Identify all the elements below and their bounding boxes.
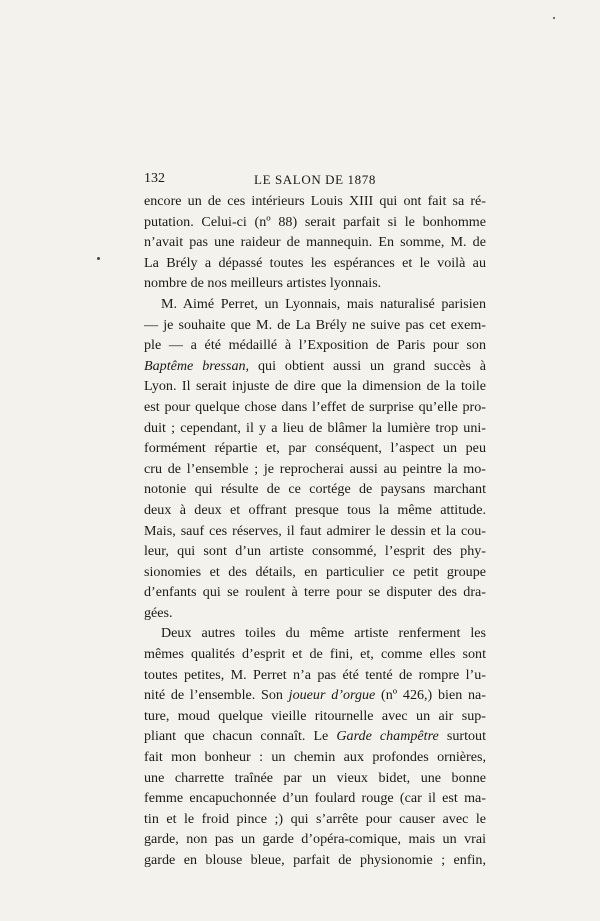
text-line xyxy=(144,623,486,644)
line-text: est pour quelque chose dans l’effet de surprise qu’elle pro- xyxy=(144,398,486,415)
text-line xyxy=(144,582,486,603)
text-line xyxy=(144,335,486,356)
text-line xyxy=(144,829,486,850)
text-line xyxy=(144,809,486,830)
text-line xyxy=(144,788,486,809)
line-text: deux à deux et offrant presque tous la même attitude. xyxy=(144,501,486,518)
line-text: Lyon. Il serait injuste de dire que la dimension de la toile xyxy=(144,378,486,395)
line-text: notonie qui résulte de ce cortége de paysans marchant xyxy=(144,481,486,498)
text-line xyxy=(144,706,486,727)
line-text: tin et le froid pince ;) qui s’arrête pour causer avec le xyxy=(144,810,486,827)
line-text: qui obtient aussi un grand succès à xyxy=(249,357,486,374)
text-line xyxy=(144,603,486,624)
running-title: LE SALON DE 1878 xyxy=(254,172,376,187)
text-line xyxy=(144,356,486,377)
line-text: n’avait pas une raideur de mannequin. En somme, M. de xyxy=(144,234,486,251)
italic-title: joueur d’orgue xyxy=(288,687,376,704)
text-line xyxy=(144,212,486,233)
text-line xyxy=(144,253,486,274)
italic-title: Baptême bressan, xyxy=(144,357,250,374)
line-text: gées. xyxy=(144,604,173,621)
text-line xyxy=(144,438,486,459)
line-text: putation. Celui-ci (nº 88) serait parfait si le bonhomme xyxy=(144,213,486,230)
text-line xyxy=(144,541,486,562)
page-header xyxy=(144,171,486,191)
margin-speck xyxy=(553,17,555,19)
margin-speck xyxy=(97,257,100,260)
text-line xyxy=(144,665,486,686)
text-line xyxy=(144,397,486,418)
line-text: sionomies et des détails, en particulier ce petit groupe xyxy=(144,563,486,580)
text-line xyxy=(144,562,486,583)
line-text: encore un de ces intérieurs Louis XIII qui ont fait sa ré- xyxy=(144,193,486,209)
line-text: mêmes qualités d’esprit et de fini, et, comme elles sont xyxy=(144,646,486,663)
text-line xyxy=(144,315,486,336)
line-text: M. Aimé Perret, un Lyonnais, mais naturalisé parisien xyxy=(161,295,486,312)
page-number: 132 xyxy=(144,171,165,186)
text-line xyxy=(144,521,486,542)
line-text: d’enfants qui se roulent à terre pour se disputer des dra- xyxy=(144,584,486,601)
line-text: fait mon bonheur : un chemin aux profondes ornières, xyxy=(144,749,486,766)
line-text: Mais, sauf ces réserves, il faut admirer le dessin et la cou- xyxy=(144,522,486,539)
line-text: ture, moud quelque vieille ritournelle avec un air sup- xyxy=(144,707,486,724)
line-text: toutes petites, M. Perret n’a pas été tenté de rompre l’u- xyxy=(144,666,486,683)
line-text: garde en blouse bleue, parfait de physionomie ; enfin, xyxy=(144,852,486,868)
text-line xyxy=(144,726,486,747)
line-text: une charrette traînée par un vieux bidet, une bonne xyxy=(144,769,486,786)
line-text: La Brély a dépassé toutes les espérances et le voilà au xyxy=(144,254,486,271)
body-text xyxy=(144,191,486,871)
text-line xyxy=(144,418,486,439)
line-text: nité de l’ensemble. Son xyxy=(144,687,289,704)
text-line xyxy=(144,273,486,294)
line-text: femme encapuchonnée d’un foulard rouge (car il est ma- xyxy=(144,790,486,807)
line-text: nombre de nos meilleurs artistes lyonnais. xyxy=(144,275,382,292)
text-line xyxy=(144,747,486,768)
text-line xyxy=(144,459,486,480)
line-text: ple — a été médaillé à l’Exposition de Paris pour son xyxy=(144,337,486,354)
line-text: pliant que chacun connaît. Le xyxy=(144,728,337,745)
text-line xyxy=(144,768,486,789)
line-text: Deux autres toiles du même artiste renferment les xyxy=(161,625,486,642)
line-text: leur, qui sont d’un artiste consommé, l’esprit des phy- xyxy=(144,543,486,560)
line-text: duit ; cependant, il y a lieu de blâmer la lumière trop uni- xyxy=(144,419,486,436)
line-text: garde, non pas un garde d’opéra-comique, mais un vrai xyxy=(144,831,486,848)
line-text: (nº 426,) bien na- xyxy=(375,687,486,704)
line-text: formément répartie et, par conséquent, l’aspect un peu xyxy=(144,440,486,457)
text-line xyxy=(144,232,486,253)
text-line xyxy=(144,685,486,706)
text-line xyxy=(144,479,486,500)
text-line xyxy=(144,294,486,315)
line-text: cru de l’ensemble ; je reprocherai aussi au peintre la mo- xyxy=(144,460,486,477)
text-line xyxy=(144,644,486,665)
text-line xyxy=(144,191,486,212)
text-line xyxy=(144,376,486,397)
italic-title: Garde champêtre xyxy=(336,728,439,745)
text-line xyxy=(144,850,486,871)
line-text: — je souhaite que M. de La Brély ne suive pas cet exem- xyxy=(144,316,486,333)
text-line xyxy=(144,500,486,521)
line-text: surtout xyxy=(438,728,486,745)
